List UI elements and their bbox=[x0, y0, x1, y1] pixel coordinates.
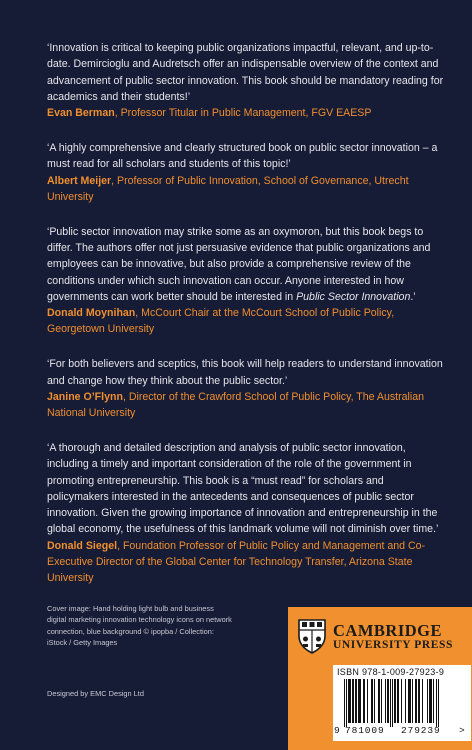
barcode-bar bbox=[394, 679, 396, 723]
quote-attribution bbox=[47, 173, 447, 206]
designer-credit: Designed by EMC Design Ltd bbox=[47, 689, 144, 698]
author-name: Albert Meijer bbox=[47, 174, 112, 187]
isbn-label: ISBN 978-1-009-27923-9 bbox=[337, 667, 445, 677]
quote-attribution bbox=[47, 538, 447, 587]
quote-text bbox=[47, 224, 447, 305]
barcode-bar bbox=[401, 679, 402, 723]
endorsement-5 bbox=[47, 440, 447, 587]
barcode-bar bbox=[385, 679, 386, 723]
isbn-barcode bbox=[333, 665, 471, 741]
barcode-bar bbox=[363, 679, 365, 723]
author-role: , McCourt Chair at the McCourt School of Public Policy, Georgetown University bbox=[47, 307, 395, 336]
barcode-bar bbox=[418, 679, 420, 723]
author-role: , Foundation Professor of Public Policy and Management and Co-Executive Director of the Global Center for Technology Transfer, Arizona State University bbox=[47, 539, 426, 585]
barcode-bar bbox=[436, 679, 437, 727]
barcode-bar bbox=[367, 679, 368, 723]
quote-attribution bbox=[47, 105, 447, 121]
quote-text: ‘A thorough and detailed description and analysis of public sector innovation, including a timely and important consideration of the role of the government in promoting entrepreneurship. This book is a “must read” for scholars and policymakers interested in the antecedents and consequences of public sector innovation. Given the growing importance of innovation and entrepreneurship in the global economy, the usefulness of this landmark volume will not diminish over time.’ bbox=[47, 441, 439, 536]
barcode-bar bbox=[381, 679, 382, 723]
author-role: , Professor of Public Innovation, School of Governance, Utrecht University bbox=[47, 174, 409, 203]
barcode-bar bbox=[433, 679, 434, 723]
endorsement-3 bbox=[47, 224, 447, 338]
publisher-name-line1: CAMBRIDGE bbox=[333, 621, 443, 640]
quote-text: ‘For both believers and sceptics, this book will help readers to understand innovation and change how they think about the public sector.’ bbox=[47, 358, 443, 387]
barcode-bar bbox=[355, 679, 357, 723]
author-name: Donald Moynihan bbox=[47, 307, 136, 320]
barcode-bar bbox=[346, 679, 347, 727]
endorsement-1 bbox=[47, 40, 447, 121]
quote-text: ‘Innovation is critical to keeping public organizations impactful, relevant, and up-to-date. Demircioglu and Audretsch offer an indispensable overview of the context and advancement of public sector innovation. This book should be mandatory reading for academics and their students!’ bbox=[47, 42, 444, 103]
barcode-digits-left: 781009 bbox=[345, 725, 385, 736]
quote-attribution bbox=[47, 305, 447, 338]
author-name: Donald Siegel bbox=[47, 539, 118, 552]
barcode-bar bbox=[348, 679, 351, 723]
barcode-bar bbox=[390, 679, 391, 727]
book-title: Public Sector Innovation bbox=[296, 290, 411, 303]
barcode-bar bbox=[429, 679, 432, 723]
author-name: Janine O’Flynn bbox=[47, 390, 123, 403]
barcode-digit-first: 9 bbox=[334, 725, 340, 736]
author-role: , Director of the Crawford School of Public Policy, The Australian National University bbox=[47, 390, 425, 420]
barcode-digits-right: 279239 bbox=[401, 725, 441, 736]
quote-text-before: ‘Public sector innovation may strike some as an oxymoron, but this book begs to differ. The authors offer not just persuasive evidence that public organizations and employees can be innovative, but also provide a comprehensive review of the conditions under which such innovation can occur. Anyone interested in how governments can work better should be interested in bbox=[47, 225, 431, 303]
barcode-bar bbox=[422, 679, 423, 723]
barcode-bar bbox=[397, 679, 399, 723]
endorsement-2 bbox=[47, 140, 447, 205]
barcode-bars bbox=[341, 679, 463, 727]
cambridge-shield-icon bbox=[297, 618, 327, 654]
barcode-bar bbox=[344, 679, 345, 727]
endorsements bbox=[47, 40, 447, 605]
barcode-bar bbox=[374, 679, 375, 723]
barcode-bar bbox=[371, 679, 373, 723]
barcode-bar bbox=[378, 679, 380, 723]
endorsement-4 bbox=[47, 356, 447, 421]
barcode-bar bbox=[438, 679, 439, 727]
barcode-bar bbox=[358, 679, 361, 723]
barcode-bar bbox=[408, 679, 411, 723]
author-name: Evan Berman bbox=[47, 107, 115, 120]
barcode-bar bbox=[412, 679, 413, 723]
quote-text: ‘A highly comprehensive and clearly structured book on public sector innovation – a must read for all scholars and students of this topic!’ bbox=[47, 141, 438, 171]
barcode-bar bbox=[387, 679, 389, 723]
barcode-bar bbox=[405, 679, 406, 723]
barcode-bar bbox=[415, 679, 417, 723]
quote-text-after: .’ bbox=[410, 290, 416, 303]
barcode-bar bbox=[392, 679, 393, 727]
publisher-logo bbox=[297, 618, 457, 658]
barcode-bar bbox=[427, 679, 428, 723]
barcode-quiet-zone-arrow: > bbox=[459, 725, 465, 736]
quote-attribution bbox=[47, 389, 447, 422]
barcode-bar bbox=[352, 679, 354, 723]
cover-image-credit: Cover image: Hand holding light bulb and business digital marketing innovation technology icons on network connection, blue background © ipopba / Collection: iStock / Getty Images bbox=[47, 604, 232, 648]
publisher-name-line2: UNIVERSITY PRESS bbox=[333, 639, 454, 651]
author-role: , Professor Titular in Public Management, FGV EAESP bbox=[114, 107, 372, 120]
